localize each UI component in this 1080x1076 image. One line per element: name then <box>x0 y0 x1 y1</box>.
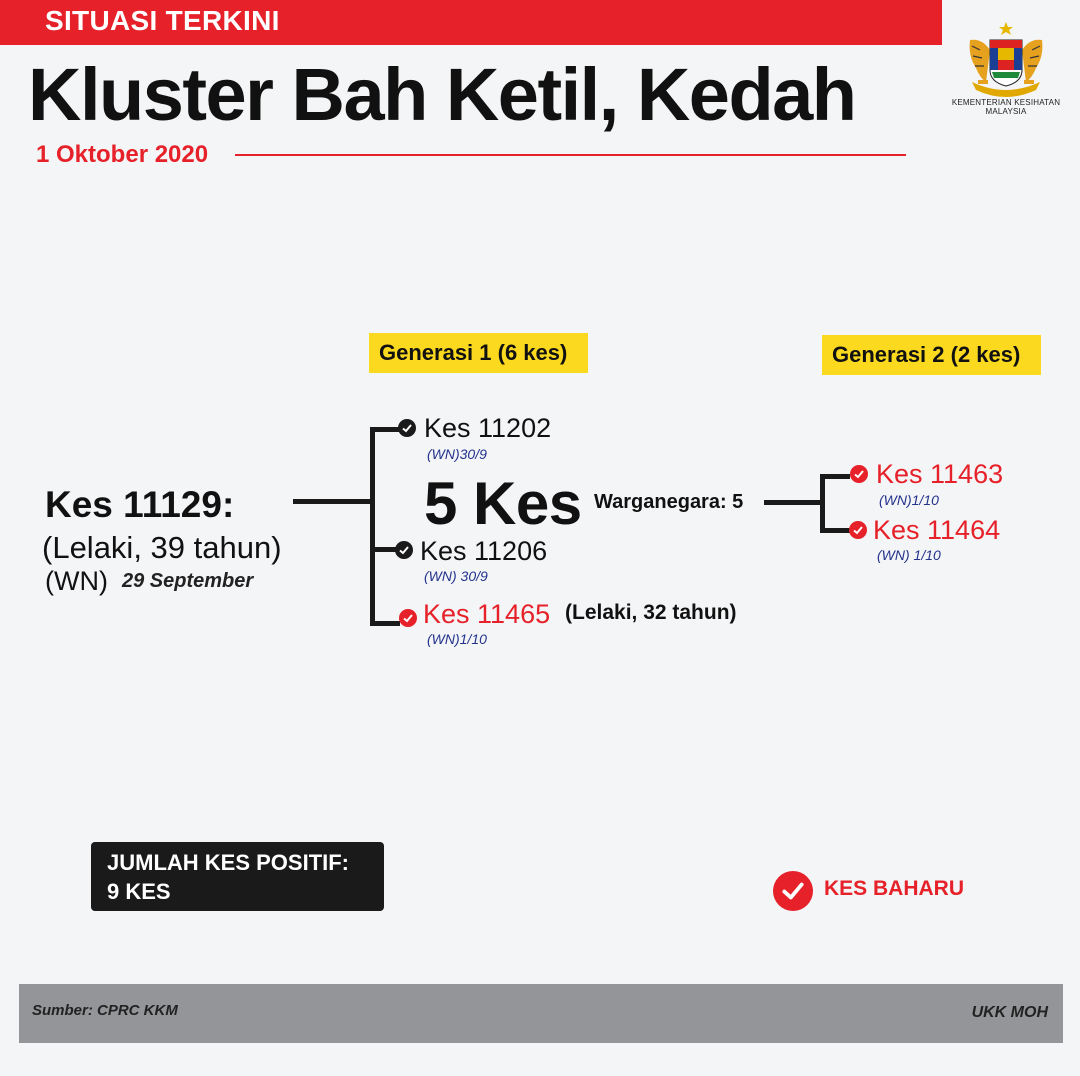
gen2-vertical-line <box>820 474 825 533</box>
gen2-branch-a <box>820 474 850 479</box>
case-11464-sub: (WN) 1/10 <box>877 547 941 563</box>
case-check-icon <box>398 419 416 437</box>
ministry-crest-icon <box>966 20 1046 102</box>
root-case-nationality: (WN) <box>45 566 108 596</box>
banner-text: SITUASI TERKINI <box>45 5 280 36</box>
report-date: 1 Oktober 2020 <box>36 141 209 168</box>
total-positive-box <box>91 842 384 911</box>
legend-new-case-icon <box>773 871 813 911</box>
ministry-name <box>950 98 1062 116</box>
case-11202-label: Kes 11202 <box>424 413 552 443</box>
new-case-check-icon <box>849 521 867 539</box>
footer-credit: UKK MOH <box>971 1004 1048 1021</box>
group-5-kes: 5 Kes <box>424 470 582 537</box>
gen1-branch-a <box>370 427 400 432</box>
total-positive-value: 9 KES <box>107 879 171 904</box>
new-case-check-icon <box>399 609 417 627</box>
page-title: Kluster Bah Ketil, Kedah <box>28 53 856 136</box>
group-nationality-count: Warganegara: 5 <box>594 491 744 513</box>
root-case-date: 29 September <box>122 570 254 592</box>
root-connector-line <box>293 499 372 504</box>
case-11465-detail: (Lelaki, 32 tahun) <box>565 601 737 624</box>
case-11202-sub: (WN)30/9 <box>427 446 487 462</box>
ministry-name-line2: MALAYSIA <box>985 107 1027 116</box>
total-positive-label: JUMLAH KES POSITIF: <box>107 850 350 875</box>
footer-source: Sumber: CPRC KKM <box>32 1002 178 1019</box>
ministry-name-line1: KEMENTERIAN KESIHATAN <box>951 98 1061 107</box>
gen2-branch-b <box>820 528 850 533</box>
legend-new-case-label: KES BAHARU <box>824 877 965 900</box>
new-case-check-icon <box>850 465 868 483</box>
root-case-title: Kes 11129: <box>45 484 235 525</box>
case-11463-sub: (WN)1/10 <box>879 492 939 508</box>
case-check-icon <box>395 541 413 559</box>
case-11206-label: Kes 11206 <box>420 536 548 566</box>
case-11463-label: Kes 11463 <box>876 459 1004 489</box>
case-11465-label: Kes 11465 <box>423 599 551 629</box>
generation-1-label: Generasi 1 (6 kes) <box>369 333 588 373</box>
date-divider <box>235 154 906 156</box>
case-11206-sub: (WN) 30/9 <box>424 568 488 584</box>
root-case-detail: (Lelaki, 39 tahun) <box>42 530 282 565</box>
case-11464-label: Kes 11464 <box>873 515 1001 545</box>
case-11465-sub: (WN)1/10 <box>427 631 487 647</box>
generation-2-label: Generasi 2 (2 kes) <box>822 335 1041 375</box>
top-banner <box>0 0 942 45</box>
gen1-vertical-line <box>370 427 375 626</box>
gen2-connector-line <box>764 500 822 505</box>
gen1-branch-c <box>370 621 400 626</box>
